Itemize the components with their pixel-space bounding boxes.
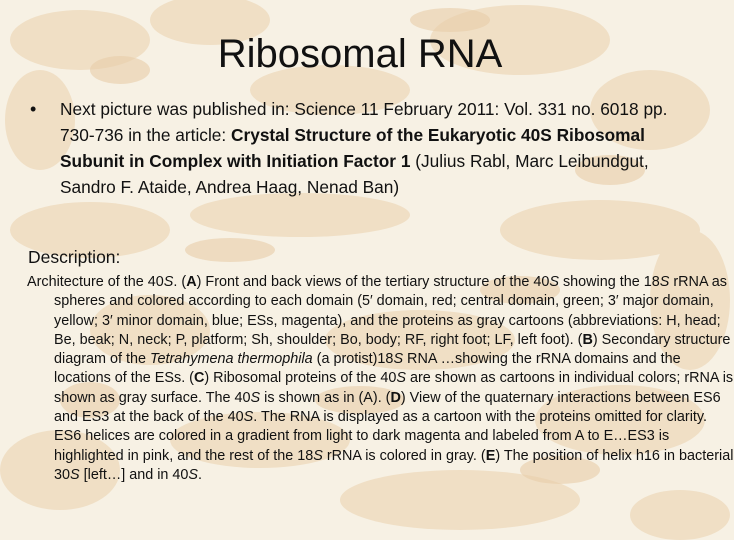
citation-text [60,96,690,200]
article-title: Crystal Structure of the Eukaryotic 40S Ribosomal Subunit in Complex with Initiation Factor 1 [60,125,645,171]
desc-part: . [198,466,203,483]
desc-part: ) Ribosomal proteins of the 40 [204,370,397,387]
desc-part: [left…] and in 40 [79,466,189,483]
bullet-marker: • [30,99,37,119]
desc-italic: S [70,466,80,483]
desc-part: ) Front and back views of the tertiary structure of the 40 [196,274,550,290]
citation-lead: Next picture was published in: Science 11 February 2011: Vol. 331 no. 6018 pp. 730-736 in the article: [60,99,668,145]
desc-part: . ( [173,274,187,290]
panel-label-c: C [193,370,205,387]
desc-italic: S [188,466,199,483]
desc-part: showing the 18 [558,274,660,290]
desc-part: are shown as cartoons in individual colors; rRNA is shown as gray surface. The 40 [54,370,734,406]
description-heading: Description: [28,247,121,267]
desc-italic: S [659,274,670,290]
desc-part: ) View of the quaternary interactions between ES6 and ES3 at the back of the 40 [54,389,721,426]
desc-italic: S [313,447,323,464]
desc-italic: S [243,409,254,426]
desc-italic: S [163,274,174,290]
species-name: Tetrahymena thermophila [150,351,313,368]
panel-label-b: B [582,331,593,348]
desc-part: rRNA is colored in gray. ( [322,447,486,464]
panel-label-a: A [186,274,197,290]
desc-part: Architecture of the 40 [27,274,164,290]
desc-part: (a protist)18 [312,351,394,368]
slide-title: Ribosomal RNA [217,32,503,76]
desc-part: . The RNA is displayed as a cartoon with the proteins omitted for clarity. ES6 helices are colored in a gradient from light to dark magenta and labeled from A to E…ES3 is highlighted in pink, and the rest of the 18 [54,409,708,464]
desc-italic: S [549,274,559,290]
desc-italic: S [396,370,406,387]
description-text [27,273,734,485]
desc-italic: S [393,351,404,368]
desc-part: ) Secondary structure diagram of the [54,331,731,368]
article-authors: (Julius Rabl, Marc Leibundgut, Sandro F. Ataide, Andrea Haag, Nenad Ban) [60,151,649,197]
panel-label-e: E [485,447,496,464]
desc-italic: S [250,389,261,406]
desc-part: RNA …showing the rRNA domains and the locations of the ESs. ( [54,351,681,387]
desc-part: is shown as in (A). ( [260,389,391,406]
desc-part: ) The position of helix h16 in bacterial 30 [54,447,734,483]
desc-part: rRNA as spheres and colored according to each domain (5′ domain, red; central domain, green; 3′ major domain, yellow; 3′ minor domain, blue; ESs, magenta), and the proteins as gray cartoons (abbreviations: H, head; Be, beak; N, neck; P, platform; Sh, shoulder; Bo, body; RF, right foot; LF, left foot). ( [54,274,727,348]
panel-label-d: D [390,389,401,406]
